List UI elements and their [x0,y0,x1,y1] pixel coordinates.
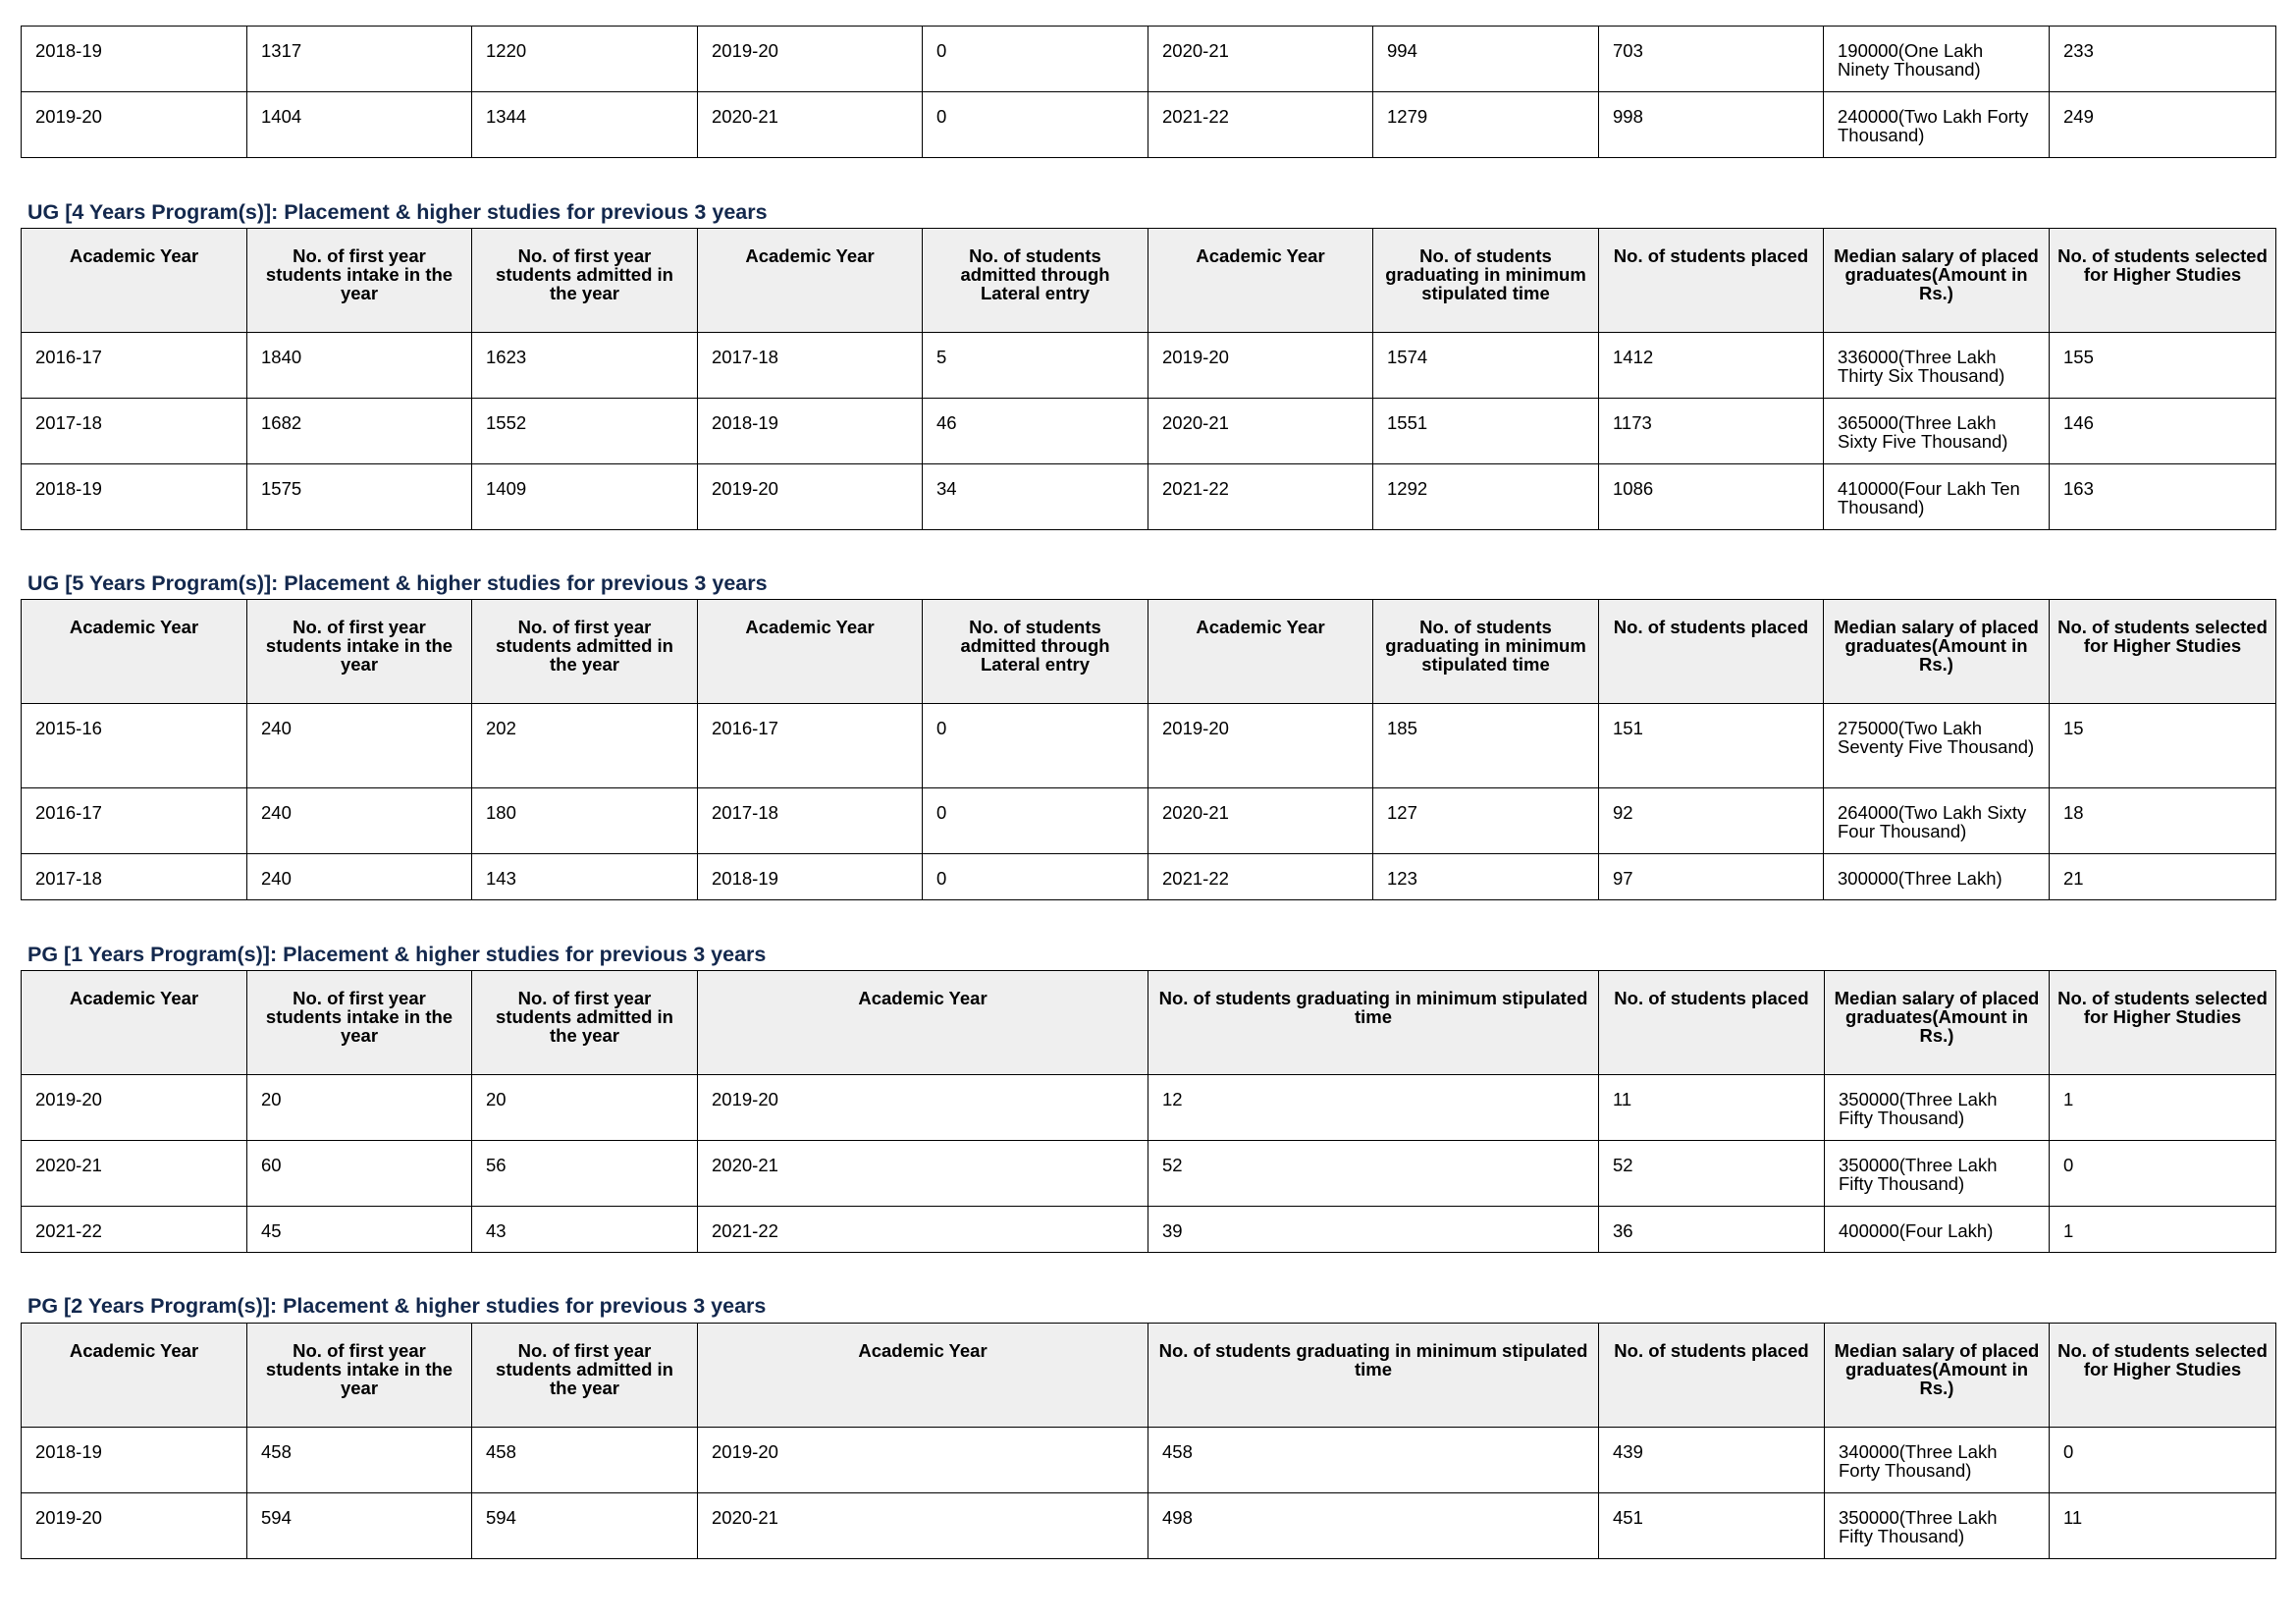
table-cell: 146 [2050,399,2276,464]
table-cell: 1173 [1599,399,1824,464]
column-header: No. of students placed [1599,971,1825,1075]
table-cell: 1552 [472,399,698,464]
table-cell: 97 [1599,854,1824,900]
column-header: No. of first year students intake in the year [247,1324,472,1428]
table-cell: 350000(Three Lakh Fifty Thousand) [1825,1075,2050,1141]
table-cell: 92 [1599,788,1824,854]
table-cell: 1292 [1373,464,1599,530]
table-cell: 336000(Three Lakh Thirty Six Thousand) [1824,333,2050,399]
table-cell: 2019-20 [22,1075,247,1141]
table-cell: 2019-20 [698,464,923,530]
column-header: Academic Year [698,600,923,704]
table-cell: 2020-21 [22,1141,247,1207]
table-cell: 0 [2050,1428,2276,1493]
table-cell: 2017-18 [22,399,247,464]
pg1-table [21,970,2276,1253]
table-cell: 190000(One Lakh Ninety Thousand) [1824,27,2050,92]
table-cell: 2016-17 [22,788,247,854]
table-row [22,1493,2276,1559]
table-cell: 451 [1599,1493,1825,1559]
top-continuation-table [21,26,2276,158]
table-cell: 163 [2050,464,2276,530]
table-cell: 2021-22 [1148,464,1373,530]
table-cell: 2021-22 [1148,854,1373,900]
table-cell: 2020-21 [1148,788,1373,854]
table-header-row [22,971,2276,1075]
table-cell: 2018-19 [698,854,923,900]
table-cell: 240 [247,854,472,900]
table-cell: 1317 [247,27,472,92]
table-cell: 1682 [247,399,472,464]
table-row [22,1428,2276,1493]
table-cell: 143 [472,854,698,900]
table-cell: 2017-18 [22,854,247,900]
section-title-pg2: PG [2 Years Program(s)]: Placement & higher studies for previous 3 years [27,1294,767,1318]
table-cell: 1623 [472,333,698,399]
column-header: No. of students selected for Higher Studies [2050,1324,2276,1428]
table-row [22,464,2276,530]
table-cell: 703 [1599,27,1824,92]
table-cell: 2018-19 [22,27,247,92]
table-cell: 350000(Three Lakh Fifty Thousand) [1825,1141,2050,1207]
column-header: No. of students admitted through Lateral entry [923,600,1148,704]
column-header: No. of students admitted through Lateral entry [923,229,1148,333]
table-cell: 2019-20 [698,27,923,92]
table-cell: 2017-18 [698,333,923,399]
table-cell: 1 [2050,1075,2276,1141]
table-cell: 2021-22 [22,1207,247,1253]
table-cell: 240 [247,704,472,788]
table-cell: 60 [247,1141,472,1207]
table-cell: 2018-19 [22,1428,247,1493]
table-cell: 350000(Three Lakh Fifty Thousand) [1825,1493,2050,1559]
table-cell: 56 [472,1141,698,1207]
table-cell: 1220 [472,27,698,92]
table-cell: 11 [2050,1493,2276,1559]
column-header: No. of first year students intake in the year [247,229,472,333]
table-cell: 15 [2050,704,2276,788]
table-cell: 0 [923,788,1148,854]
table-cell: 2020-21 [698,1493,1148,1559]
table-cell: 185 [1373,704,1599,788]
table-cell: 458 [472,1428,698,1493]
table-cell: 1409 [472,464,698,530]
table-cell: 1574 [1373,333,1599,399]
table-cell: 1344 [472,92,698,158]
table-cell: 20 [472,1075,698,1141]
table-row [22,1141,2276,1207]
table-cell: 127 [1373,788,1599,854]
table-cell: 52 [1148,1141,1599,1207]
table-cell: 12 [1148,1075,1599,1141]
section-title-pg1: PG [1 Years Program(s)]: Placement & higher studies for previous 3 years [27,943,767,966]
column-header: No. of first year students admitted in the year [472,229,698,333]
column-header: Academic Year [698,971,1148,1075]
table-cell: 36 [1599,1207,1825,1253]
column-header: Median salary of placed graduates(Amount in Rs.) [1824,600,2050,704]
table-cell: 52 [1599,1141,1825,1207]
table-cell: 2019-20 [698,1428,1148,1493]
table-cell: 275000(Two Lakh Seventy Five Thousand) [1824,704,2050,788]
table-cell: 123 [1373,854,1599,900]
ug4-table [21,228,2276,530]
column-header: Academic Year [22,971,247,1075]
column-header: No. of first year students admitted in the year [472,600,698,704]
table-cell: 2019-20 [1148,704,1373,788]
table-cell: 458 [247,1428,472,1493]
column-header: No. of students graduating in minimum stipulated time [1373,600,1599,704]
column-header: No. of students selected for Higher Studies [2050,600,2276,704]
column-header: Median salary of placed graduates(Amount in Rs.) [1825,1324,2050,1428]
column-header: No. of students placed [1599,1324,1825,1428]
table-cell: 998 [1599,92,1824,158]
table-cell: 458 [1148,1428,1599,1493]
column-header: Median salary of placed graduates(Amount in Rs.) [1825,971,2050,1075]
column-header: No. of students graduating in minimum stipulated time [1148,971,1599,1075]
table-cell: 2019-20 [698,1075,1148,1141]
table-cell: 2018-19 [22,464,247,530]
table-cell: 202 [472,704,698,788]
table-header-row [22,1324,2276,1428]
table-cell: 11 [1599,1075,1825,1141]
table-cell: 400000(Four Lakh) [1825,1207,2050,1253]
section-title-ug5: UG [5 Years Program(s)]: Placement & higher studies for previous 3 years [27,571,768,595]
column-header: No. of first year students admitted in the year [472,1324,698,1428]
column-header: Academic Year [22,600,247,704]
table-row [22,92,2276,158]
table-cell: 2017-18 [698,788,923,854]
column-header: No. of students graduating in minimum stipulated time [1148,1324,1599,1428]
table-cell: 20 [247,1075,472,1141]
table-cell: 2015-16 [22,704,247,788]
table-cell: 2021-22 [1148,92,1373,158]
table-cell: 340000(Three Lakh Forty Thousand) [1825,1428,2050,1493]
column-header: No. of students placed [1599,229,1824,333]
column-header: No. of first year students admitted in the year [472,971,698,1075]
table-cell: 2019-20 [22,1493,247,1559]
table-cell: 264000(Two Lakh Sixty Four Thousand) [1824,788,2050,854]
section-title-ug4: UG [4 Years Program(s)]: Placement & higher studies for previous 3 years [27,200,768,224]
table-cell: 249 [2050,92,2276,158]
table-header-row [22,229,2276,333]
table-row [22,854,2276,900]
table-cell: 498 [1148,1493,1599,1559]
table-cell: 18 [2050,788,2276,854]
column-header: No. of students placed [1599,600,1824,704]
table-cell: 2019-20 [22,92,247,158]
table-cell: 46 [923,399,1148,464]
column-header: Academic Year [1148,229,1373,333]
table-cell: 233 [2050,27,2276,92]
table-row [22,788,2276,854]
table-row [22,1207,2276,1253]
table-cell: 2016-17 [22,333,247,399]
table-cell: 155 [2050,333,2276,399]
column-header: No. of first year students intake in the year [247,971,472,1075]
table-cell: 439 [1599,1428,1825,1493]
table-header-row [22,600,2276,704]
table-cell: 5 [923,333,1148,399]
table-cell: 45 [247,1207,472,1253]
table-cell: 39 [1148,1207,1599,1253]
table-cell: 0 [923,92,1148,158]
table-row [22,333,2276,399]
pg2-table [21,1323,2276,1559]
column-header: Median salary of placed graduates(Amount in Rs.) [1824,229,2050,333]
table-cell: 2018-19 [698,399,923,464]
table-cell: 594 [472,1493,698,1559]
table-cell: 994 [1373,27,1599,92]
table-cell: 300000(Three Lakh) [1824,854,2050,900]
table-cell: 1279 [1373,92,1599,158]
table-cell: 2020-21 [1148,399,1373,464]
table-cell: 1840 [247,333,472,399]
column-header: No. of students graduating in minimum stipulated time [1373,229,1599,333]
column-header: Academic Year [22,1324,247,1428]
column-header: No. of first year students intake in the year [247,600,472,704]
table-cell: 594 [247,1493,472,1559]
ug5-table [21,599,2276,900]
table-cell: 0 [923,27,1148,92]
table-cell: 180 [472,788,698,854]
table-cell: 365000(Three Lakh Sixty Five Thousand) [1824,399,2050,464]
table-cell: 1086 [1599,464,1824,530]
table-cell: 1575 [247,464,472,530]
column-header: No. of students selected for Higher Studies [2050,971,2276,1075]
column-header: Academic Year [698,229,923,333]
table-cell: 2020-21 [698,92,923,158]
table-row [22,27,2276,92]
table-cell: 2021-22 [698,1207,1148,1253]
table-cell: 151 [1599,704,1824,788]
column-header: No. of students selected for Higher Studies [2050,229,2276,333]
column-header: Academic Year [698,1324,1148,1428]
table-cell: 2019-20 [1148,333,1373,399]
table-cell: 410000(Four Lakh Ten Thousand) [1824,464,2050,530]
table-cell: 240 [247,788,472,854]
column-header: Academic Year [22,229,247,333]
table-cell: 2016-17 [698,704,923,788]
table-cell: 1412 [1599,333,1824,399]
table-cell: 240000(Two Lakh Forty Thousand) [1824,92,2050,158]
table-row [22,1075,2276,1141]
column-header: Academic Year [1148,600,1373,704]
table-cell: 21 [2050,854,2276,900]
table-cell: 2020-21 [1148,27,1373,92]
table-row [22,399,2276,464]
table-cell: 1 [2050,1207,2276,1253]
table-cell: 34 [923,464,1148,530]
table-cell: 0 [923,854,1148,900]
table-cell: 1551 [1373,399,1599,464]
table-cell: 0 [2050,1141,2276,1207]
table-cell: 1404 [247,92,472,158]
table-row [22,704,2276,788]
table-cell: 0 [923,704,1148,788]
table-cell: 2020-21 [698,1141,1148,1207]
table-cell: 43 [472,1207,698,1253]
